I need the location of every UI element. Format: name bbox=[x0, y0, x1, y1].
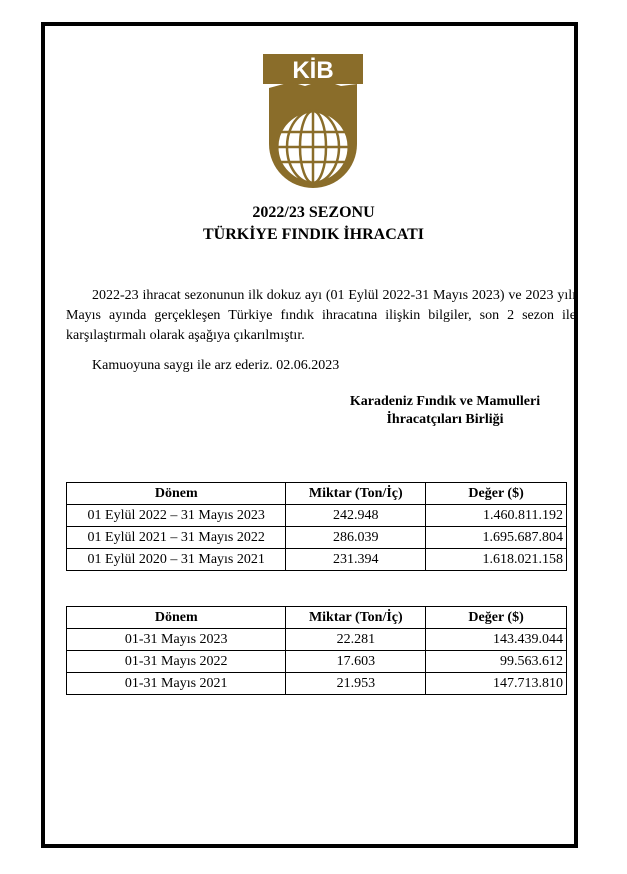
cell-value: 147.713.810 bbox=[426, 673, 567, 695]
cell-period: 01-31 Mayıs 2022 bbox=[67, 651, 286, 673]
signature-line2: İhracatçıları Birliği bbox=[386, 412, 504, 427]
table-header-row bbox=[67, 607, 567, 629]
cell-value: 143.439.044 bbox=[426, 629, 567, 651]
cell-quantity: 286.039 bbox=[286, 527, 426, 549]
cell-period: 01-31 Mayıs 2021 bbox=[67, 673, 286, 695]
table-row bbox=[67, 673, 567, 695]
header-period: Dönem bbox=[67, 607, 286, 629]
paragraph-text: 2022-23 ihracat sezonunun ilk dokuz ayı (01 Eylül 2022-31 Mayıs 2023) ve 2023 yılı Mayıs ayında gerçekleşen Türkiye fındık ihracatına ilişkin bilgiler, son 2 sezon ile karşılaştırmalı olarak aşağıya çıkarılmıştır. bbox=[66, 288, 576, 343]
table-row bbox=[67, 629, 567, 651]
table-row bbox=[67, 527, 567, 549]
table-row bbox=[67, 505, 567, 527]
signature-line1: Karadeniz Fındık ve Mamulleri bbox=[349, 394, 541, 409]
cell-quantity: 22.281 bbox=[286, 629, 426, 651]
cell-period: 01 Eylül 2020 – 31 Mayıs 2021 bbox=[67, 549, 286, 571]
season-export-table bbox=[66, 482, 567, 571]
header-quantity: Miktar (Ton/İç) bbox=[286, 483, 426, 505]
table-row bbox=[67, 549, 567, 571]
cell-value: 1.618.021.158 bbox=[426, 549, 567, 571]
table-row bbox=[67, 651, 567, 673]
monthly-export-table bbox=[66, 606, 567, 695]
header-period: Dönem bbox=[67, 483, 286, 505]
closing-text: Kamuoyuna saygı ile arz ederiz. 02.06.2023 bbox=[92, 358, 340, 373]
cell-quantity: 21.953 bbox=[286, 673, 426, 695]
table-header-row bbox=[67, 483, 567, 505]
cell-quantity: 231.394 bbox=[286, 549, 426, 571]
header-value: Değer ($) bbox=[426, 483, 567, 505]
kib-logo bbox=[263, 44, 363, 194]
cell-quantity: 17.603 bbox=[286, 651, 426, 673]
cell-value: 1.695.687.804 bbox=[426, 527, 567, 549]
logo-text: KİB bbox=[292, 57, 334, 84]
cell-period: 01 Eylül 2022 – 31 Mayıs 2023 bbox=[67, 505, 286, 527]
cell-value: 99.563.612 bbox=[426, 651, 567, 673]
cell-value: 1.460.811.192 bbox=[426, 505, 567, 527]
cell-period: 01-31 Mayıs 2023 bbox=[67, 629, 286, 651]
body-paragraph bbox=[66, 286, 576, 346]
header-quantity: Miktar (Ton/İç) bbox=[286, 607, 426, 629]
header-value: Değer ($) bbox=[426, 607, 567, 629]
cell-period: 01 Eylül 2021 – 31 Mayıs 2022 bbox=[67, 527, 286, 549]
cell-quantity: 242.948 bbox=[286, 505, 426, 527]
closing-line bbox=[66, 356, 576, 376]
title-main: TÜRKİYE FINDIK İHRACATI bbox=[202, 226, 425, 243]
title-season: 2022/23 SEZONU bbox=[252, 204, 375, 221]
